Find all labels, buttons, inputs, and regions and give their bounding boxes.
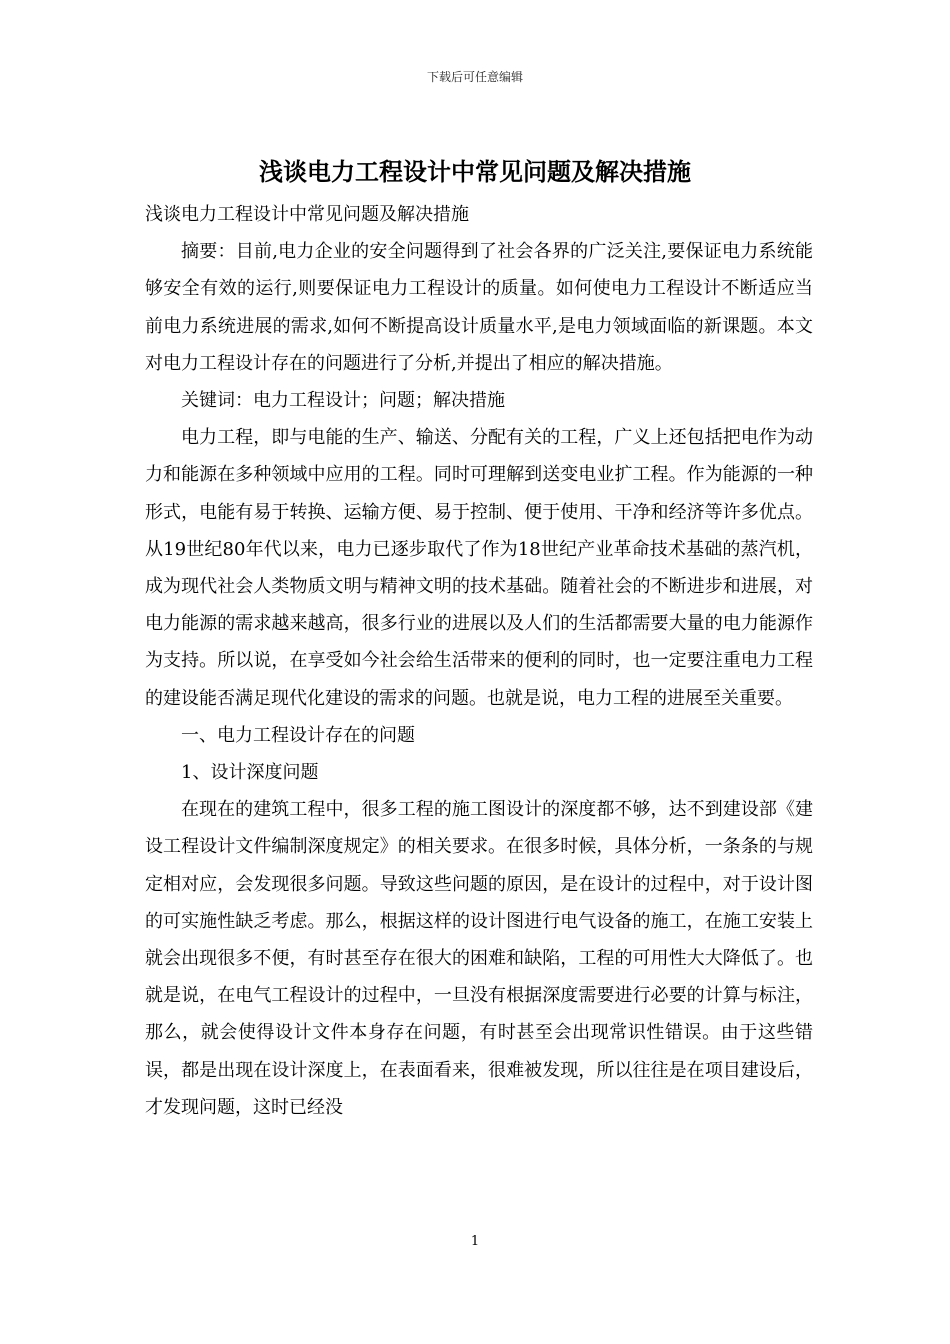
- document-title: 浅谈电力工程设计中常见问题及解决措施: [259, 157, 691, 186]
- keywords-paragraph: 关键词：电力工程设计；问题；解决措施: [181, 390, 505, 412]
- subsection-heading: 1、设计深度问题: [181, 762, 319, 784]
- intro-paragraph: 电力工程，即与电能的生产、输送、分配有关的工程，广义上还包括把电作为动力和能源在多种领域中应用的工程。同时可理解到送变电业扩工程。作为能源的一种形式，电能有易于转换、运输方便、易于控制、便于使用、干净和经济等许多优点。从19世纪80年代以来，电力已逐步取代了作为18世纪产业革命技术基础的蒸汽机，成为现代社会人类物质文明与精神文明的技术基础。随着社会的不断进步和进展，对电力能源的需求越来越高，很多行业的进展以及人们的生活都需要大量的电力能源作为支持。所以说，在享受如今社会给生活带来的便利的同时，也一定要注重电力工程的建设能否满足现代化建设的需求的问题。也就是说，电力工程的进展至关重要。: [145, 427, 813, 709]
- header-note: 下载后可任意编辑: [426, 70, 523, 84]
- page-number: 1: [470, 1234, 480, 1249]
- subsection-paragraph: 在现在的建筑工程中，很多工程的施工图设计的深度都不够，达不到建设部《建设工程设计文件编制深度规定》的相关要求。在很多时候，具体分析，一条条的与规定相对应，会发现很多问题。导致这些问题的原因，是在设计的过程中，对于设计图的可实施性缺乏考虑。那么，根据这样的设计图进行电气设备的施工，在施工安装上就会出现很多不便，有时甚至存在很大的困难和缺陷，工程的可用性大大降低了。也就是说，在电气工程设计的过程中，一旦没有根据深度需要进行必要的计算与标注，那么，就会使得设计文件本身存在问题，有时甚至会出现常识性错误。由于这些错误，都是出现在设计深度上，在表面看来，很难被发现，所以往往是在项目建设后，才发现问题，这时已经没: [145, 799, 813, 1118]
- section-heading: 一、电力工程设计存在的问题: [181, 724, 415, 746]
- abstract-paragraph: 摘要：目前,电力企业的安全问题得到了社会各界的广泛关注,要保证电力系统能够安全有效的运行,则要保证电力工程设计的质量。如何使电力工程设计不断适应当前电力系统进展的需求,如何不断提高设计质量水平,是电力领域面临的新课题。本文对电力工程设计存在的问题进行了分析,并提出了相应的解决措施。: [145, 241, 813, 374]
- document-subtitle: 浅谈电力工程设计中常见问题及解决措施: [145, 204, 469, 225]
- document-body: [145, 196, 813, 1126]
